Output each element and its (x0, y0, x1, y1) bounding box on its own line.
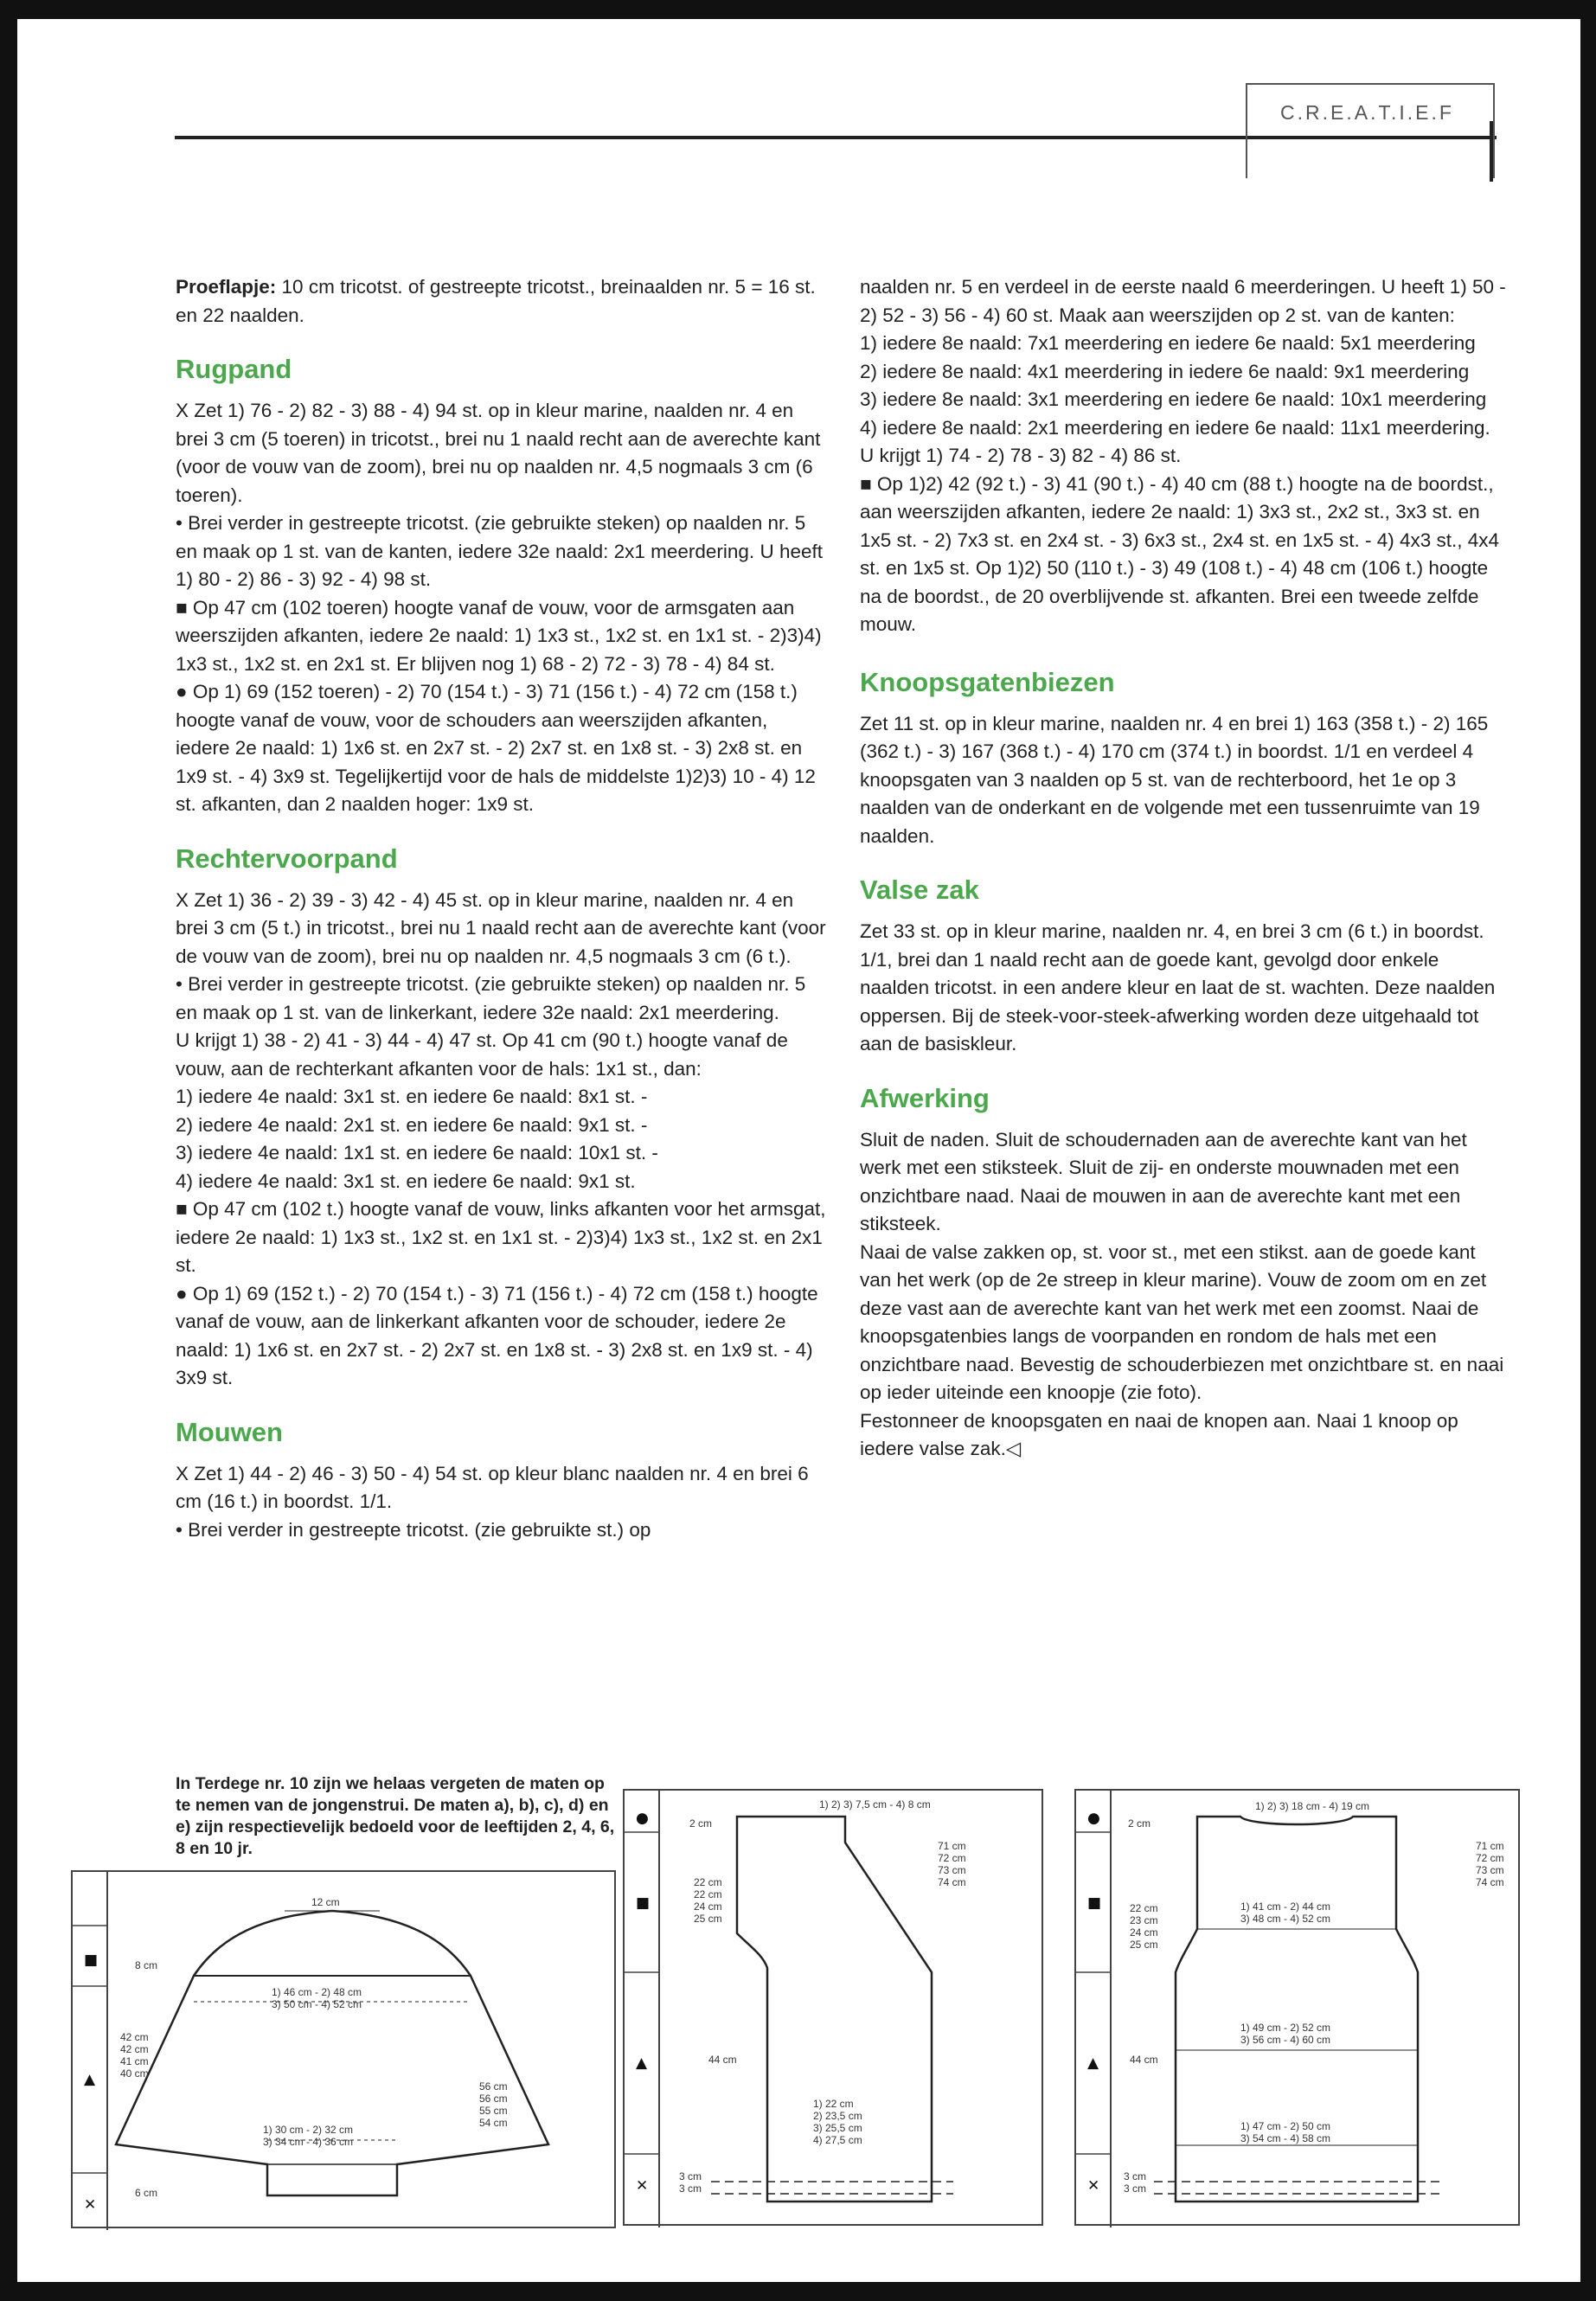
proeflapje-label: Proeflapje: (176, 276, 277, 298)
paragraph: X Zet 1) 36 - 2) 39 - 3) 42 - 4) 45 st. op in kleur marine, naalden nr. 4 en brei 3 cm (5 t.) in tricotst., brei nu 1 naald recht aan de averechte kant (voor de vouw van de zoom), brei nu op naalden nr. 4,5 nogmaals 3 cm (6 t.). (176, 888, 826, 967)
paragraph: naalden nr. 5 en verdeel in de eerste naald 6 meerderingen. U heeft 1) 50 - 2) 52 - 3) 56 - 4) 60 st. Maak aan weerszijden op 2 st. van de kanten: (860, 276, 1506, 326)
sleeve-width-line-2: 3) 50 cm - 4) 52 cm (272, 1998, 362, 2010)
sleeve-cuff-height: 6 cm (135, 2187, 158, 2199)
paragraph: Sluit de naden. Sluit de schoudernaden aan de averechte kant van het werk met een stiksteek. Sluit de zij- en onderste mouwnaden met een onzichtbare naad. Naai de mouwen in aan de averechte kant met een stiksteek. (860, 1128, 1467, 1234)
valse-zak-heading: Valse zak (860, 875, 979, 905)
sleeve-bottom-width-1: 1) 30 cm - 2) 32 cm (263, 2124, 354, 2136)
paragraph: ■ Op 1)2) 42 (92 t.) - 3) 41 (90 t.) - 4) 40 cm (88 t.) hoogte na de boordst., aan weerszijden afkanten, iedere 2e naald: 1) 3x3 st., 2x2 st., 3x3 st. en 1x5 st. - 2) 7x3 st. en 2x4 st. - 3) 6x3 st., 2x4 st. en 1x5 st. - 4) 4x3 st., 4x4 st. en 1x5 st. Op 1)2) 50 (110 t.) - 3) 49 (108 t.) - 4) 48 cm (106 t.) hoogte na de boordst., de 20 overblijvende st. afkanten. Brei een tweede zelfde mouw. (860, 472, 1500, 635)
afwerking-body (860, 1126, 1510, 1464)
sleeve-right-height-4: 54 cm (479, 2117, 508, 2129)
triangle-marker-icon: ▲ (1087, 2054, 1099, 2072)
page-frame-top (0, 0, 1596, 19)
front-armhole-2: 22 cm (694, 1888, 722, 1900)
square-marker-icon: ■ (1087, 1894, 1102, 1912)
rechtervoorpand-heading: Rechtervoorpand (176, 843, 398, 874)
mouwen-heading: Mouwen (176, 1416, 283, 1447)
front-panel-svg (625, 1791, 1045, 2227)
front-height-1: 71 cm (938, 1840, 966, 1852)
sleeve-left-height-2: 42 cm (120, 2043, 149, 2055)
correction-note: In Terdege nr. 10 zijn we helaas vergeten de maten op te nemen van de jongenstrui. De maten a), b), c), d) en e) zijn respectievelijk bedoeld voor de leeftijden 2, 4, 6, 8 en 10 jr. (176, 1774, 615, 1858)
paragraph: 4) iedere 4e naald: 3x1 st. en iedere 6e naald: 9x1 st. (176, 1170, 636, 1192)
front-body-height: 44 cm (708, 2054, 737, 2066)
knoopsgatenbiezen-heading: Knoopsgatenbiezen (860, 666, 1115, 697)
brand-label: C.R.E.A.T.I.E.F (1280, 101, 1454, 124)
sleeve-right-height-3: 55 cm (479, 2105, 508, 2117)
x-marker-icon: ✕ (84, 2196, 97, 2214)
brand-box (1246, 83, 1495, 178)
sleeve-outline (116, 1911, 548, 2195)
triangle-marker-icon: ▲ (636, 2054, 648, 2072)
page-frame-left (0, 0, 17, 2301)
back-top-width: 1) 2) 3) 18 cm - 4) 19 cm (1255, 1800, 1370, 1812)
circle-marker-icon: ● (636, 1810, 649, 1827)
front-width-2: 2) 23,5 cm (813, 2110, 862, 2122)
sleeve-right-height-1: 56 cm (479, 2080, 508, 2093)
front-armhole-1: 22 cm (694, 1876, 722, 1888)
square-marker-icon: ■ (84, 1952, 99, 1969)
front-panel-schematic (623, 1789, 1043, 2226)
sleeve-left-height-1: 42 cm (120, 2031, 149, 2043)
front-armhole-4: 25 cm (694, 1913, 722, 1925)
paragraph: 1) iedere 4e naald: 3x1 st. en iedere 6e naald: 8x1 st. - (176, 1086, 648, 1107)
paragraph: ■ Op 47 cm (102 toeren) hoogte vanaf de vouw, voor de armsgaten aan weerszijden afkanten, iedere 2e naald: 1) 1x3 st., 1x2 st. en 1x1 st. - 2)3)4) 1x3 st., 1x2 st. en 2x1 st. Er blijven nog 1) 68 - 2) 72 - 3) 78 - 4) 84 st. (176, 596, 822, 675)
sleeve-left-height-3: 41 cm (120, 2055, 149, 2067)
paragraph: ■ Op 47 cm (102 t.) hoogte vanaf de vouw, links afkanten voor het armsgat, iedere 2e naald: 1) 1x3 st., 1x2 st. en 1x1 st. - 2)3)4) 1x3 st., 1x2 st. en 2x1 st. (176, 1198, 826, 1276)
paragraph: 3) iedere 4e naald: 1x1 st. en iedere 6e naald: 10x1 st. - (176, 1142, 658, 1163)
valse-zak-body (860, 918, 1510, 1059)
front-hem-1: 3 cm (679, 2170, 702, 2182)
rugpand-heading: Rugpand (176, 354, 292, 384)
paragraph: Naai de valse zakken op, st. voor st., met een stikst. aan de goede kant van het werk (op de 2e streep in kleur marine). Vouw de zoom om en zet deze vast aan de averechte kant van het werk met een zoomst. Naai de knoopsgatenbies langs de voorpanden en rondom de hals met een onzichtbare naad. Bevestig de schouderbiezen met onzichtbare st. en naai op ieder uiteinde een knoopje (zie foto). (860, 1240, 1504, 1403)
knoopsgatenbiezen-body (860, 710, 1510, 851)
sleeve-bottom-width-2: 3) 34 cm - 4) 36 cm (263, 2136, 354, 2148)
triangle-marker-icon: ▲ (84, 2071, 96, 2088)
square-marker-icon: ■ (636, 1894, 651, 1912)
paragraph: 2) iedere 4e naald: 2x1 st. en iedere 6e naald: 9x1 st. - (176, 1113, 648, 1136)
back-waist-width-2: 3) 56 cm - 4) 60 cm (1240, 2034, 1331, 2046)
paragraph: X Zet 1) 44 - 2) 46 - 3) 50 - 4) 54 st. op kleur blanc naalden nr. 4 en brei 6 cm (16 t.) in boordst. 1/1. (176, 1462, 809, 1512)
paragraph: • Brei verder in gestreepte tricotst. (zie gebruikte steken) op naalden nr. 5 en maak op 1 st. van de kanten, iedere 32e naald: 2x1 meerdering. U heeft 1) 80 - 2) 86 - 3) 92 - 4) 98 st. (176, 512, 823, 590)
back-height-1: 71 cm (1476, 1840, 1504, 1852)
back-armhole-2: 23 cm (1130, 1914, 1158, 1926)
column-left (176, 273, 826, 1544)
page-frame-right (1580, 0, 1596, 2301)
front-hem-2: 3 cm (679, 2182, 702, 2195)
back-height-2: 72 cm (1476, 1852, 1504, 1864)
paragraph: U krijgt 1) 74 - 2) 78 - 3) 82 - 4) 86 st. (860, 445, 1182, 466)
x-marker-icon: ✕ (636, 2177, 649, 2195)
back-panel-schematic (1074, 1789, 1520, 2226)
page-frame-bottom (0, 2282, 1596, 2301)
back-hem-width-1: 1) 47 cm - 2) 50 cm (1240, 2120, 1331, 2132)
front-armhole-3: 24 cm (694, 1900, 722, 1913)
front-width-1: 1) 22 cm (813, 2098, 854, 2110)
front-shoulder-drop: 2 cm (689, 1817, 713, 1830)
back-hem-width-2: 3) 54 cm - 4) 58 cm (1240, 2132, 1331, 2144)
column-right (860, 273, 1510, 1464)
back-armhole-3: 24 cm (1130, 1926, 1158, 1939)
header-tick (1490, 121, 1493, 182)
sleeve-right-height-2: 56 cm (479, 2093, 508, 2105)
sleeve-svg (73, 1872, 618, 2230)
paragraph: X Zet 1) 76 - 2) 82 - 3) 88 - 4) 94 st. op in kleur marine, naalden nr. 4 en brei 3 cm (5 toeren) in tricotst., brei nu 1 naald recht aan de averechte kant (voor de vouw van de zoom), brei nu op naalden nr. 4,5 nogmaals 3 cm (6 toeren). (176, 400, 821, 506)
paragraph: • Brei verder in gestreepte tricotst. (zie gebruikte steken) op naalden nr. 5 en maak op 1 st. van de linkerkant, iedere 32e naald: 2x1 meerdering. (176, 973, 806, 1023)
back-height-3: 73 cm (1476, 1864, 1504, 1876)
afwerking-heading: Afwerking (860, 1082, 990, 1113)
sleeve-cap-height: 8 cm (135, 1959, 158, 1971)
front-height-2: 72 cm (938, 1852, 966, 1864)
front-height-4: 74 cm (938, 1876, 966, 1888)
proeflapje-text: 10 cm tricotst. of gestreepte tricotst., breinaalden nr. 5 = 16 st. en 22 naalden. (176, 276, 816, 326)
paragraph: ● Op 1) 69 (152 toeren) - 2) 70 (154 t.) - 3) 71 (156 t.) - 4) 72 cm (158 t.) hoogte vanaf de vouw, voor de schouders aan weerszijden afkanten, iedere 2e naald: 1) 1x6 st. en 2x7 st. - 2) 2x7 st. en 1x8 st. - 3) 2x8 st. en 1x9 st. - 4) 3x9 st. Tegelijkertijd voor de hals de middelste 1)2)3) 10 - 4) 12 st. afkanten, dan 2 naalden hoger: 1x9 st. (176, 681, 816, 815)
sleeve-left-height-4: 40 cm (120, 2067, 149, 2080)
paragraph: 3) iedere 8e naald: 3x1 meerdering en iedere 6e naald: 10x1 meerdering (860, 388, 1487, 410)
paragraph: 4) iedere 8e naald: 2x1 meerdering en iedere 6e naald: 11x1 meerdering. (860, 416, 1490, 439)
sleeve-width-line-1: 1) 46 cm - 2) 48 cm (272, 1986, 362, 1998)
back-panel-svg (1076, 1791, 1522, 2227)
back-height-4: 74 cm (1476, 1876, 1504, 1888)
mouwen-body (176, 1460, 826, 1545)
x-marker-icon: ✕ (1087, 2177, 1100, 2195)
back-hem-2: 3 cm (1124, 2182, 1147, 2195)
sleeve-schematic (71, 1870, 616, 2228)
paragraph: Zet 11 st. op in kleur marine, naalden nr. 4 en brei 1) 163 (358 t.) - 2) 165 (362 t.) - 3) 167 (368 t.) - 4) 170 cm (374 t.) in boordst. 1/1 en verdeel 4 knoopsgaten van 3 naalden op 5 st. van de rechterboord, het 1e op 3 naalden van de onderkant en de volgende met een tussenruimte van 19 naalden. (860, 712, 1489, 847)
paragraph: • Brei verder in gestreepte tricotst. (zie gebruikte st.) op (176, 1518, 651, 1541)
rechtervoorpand-body (176, 887, 826, 1393)
front-width-4: 4) 27,5 cm (813, 2134, 862, 2146)
back-chest-width-1: 1) 41 cm - 2) 44 cm (1240, 1900, 1331, 1913)
rugpand-body (176, 397, 826, 819)
paragraph: 2) iedere 8e naald: 4x1 meerdering in iedere 6e naald: 9x1 meerdering (860, 360, 1470, 382)
mouwen-continued (860, 273, 1510, 639)
back-chest-width-2: 3) 48 cm - 4) 52 cm (1240, 1913, 1331, 1925)
back-waist-width-1: 1) 49 cm - 2) 52 cm (1240, 2022, 1331, 2034)
front-height-3: 73 cm (938, 1864, 966, 1876)
back-hem-1: 3 cm (1124, 2170, 1147, 2182)
paragraph: U krijgt 1) 38 - 2) 41 - 3) 44 - 4) 47 st. Op 41 cm (90 t.) hoogte vanaf de vouw, aan de rechterkant afkanten voor de hals: 1x1 st., dan: (176, 1029, 788, 1080)
circle-marker-icon: ● (1087, 1810, 1100, 1827)
paragraph: Zet 33 st. op in kleur marine, naalden nr. 4, en brei 3 cm (6 t.) in boordst. 1/1, brei dan 1 naald recht aan de goede kant, gevolgd door enkele naalden tricotst. in een andere kleur en laat de st. wachten. Deze naalden oppersen. Bij de steek-voor-steek-afwerking worden deze uitgehaald tot aan de basiskleur. (860, 920, 1496, 1054)
front-top-width: 1) 2) 3) 7,5 cm - 4) 8 cm (819, 1798, 931, 1811)
paragraph: ● Op 1) 69 (152 t.) - 2) 70 (154 t.) - 3) 71 (156 t.) - 4) 72 cm (158 t.) hoogte vanaf de vouw, aan de linkerkant afkanten voor de schouder, iedere 2e naald: 1) 1x6 st. en 2x7 st. - 2) 2x7 st. en 1x8 st. - 3) 2x8 st. en 1x9 st. - 4) 3x9 st. (176, 1282, 818, 1388)
back-shoulder-drop: 2 cm (1128, 1817, 1151, 1830)
proeflapje (176, 273, 826, 330)
back-body-height: 44 cm (1130, 2054, 1158, 2066)
back-armhole-1: 22 cm (1130, 1902, 1158, 1914)
paragraph: Festonneer de knoopsgaten en naai de knopen aan. Naai 1 knoop op iedere valse zak.◁ (860, 1409, 1458, 1459)
paragraph: 1) iedere 8e naald: 7x1 meerdering en iedere 6e naald: 5x1 meerdering (860, 332, 1476, 354)
front-width-3: 3) 25,5 cm (813, 2122, 862, 2134)
sleeve-top-width: 12 cm (311, 1896, 340, 1908)
back-armhole-4: 25 cm (1130, 1939, 1158, 1951)
